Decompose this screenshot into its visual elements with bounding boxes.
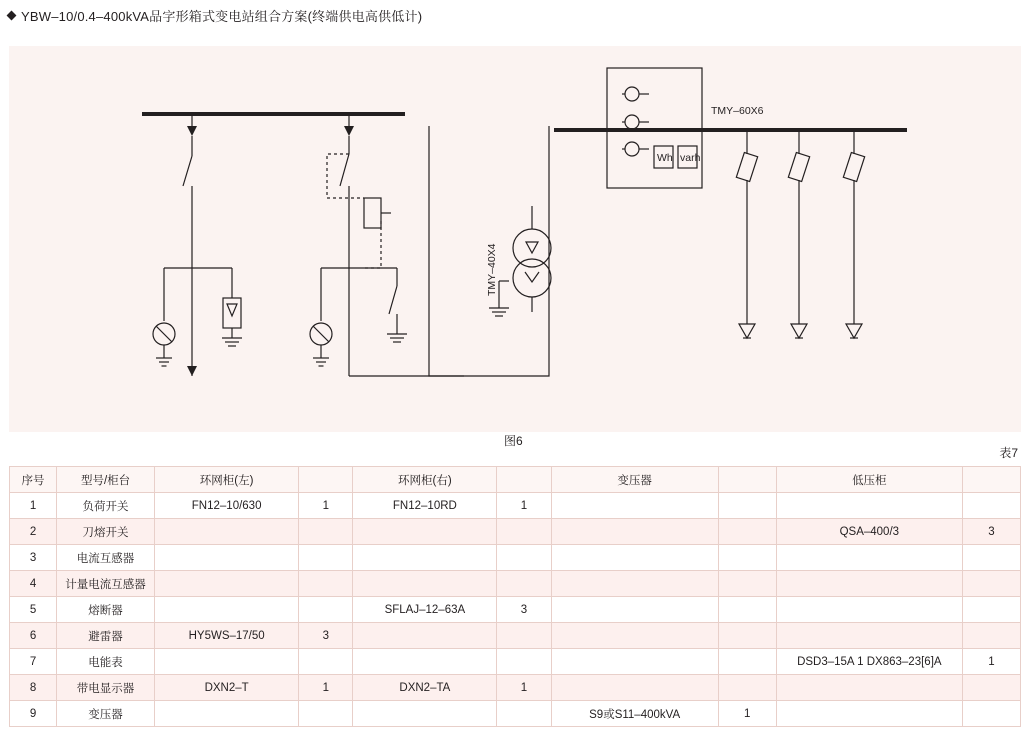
cell-right-qty: 1 <box>497 493 551 519</box>
cell-lv-qty <box>962 675 1020 701</box>
label-meter-wh: Wh <box>657 152 673 164</box>
cell-lv-model <box>776 545 962 571</box>
cell-transformer-model <box>551 597 718 623</box>
figure-caption: 图6 <box>504 434 523 448</box>
cell-transformer-model <box>551 675 718 701</box>
cell-no: 2 <box>10 519 57 545</box>
cell-right-model <box>353 545 497 571</box>
cell-transformer-qty <box>718 519 776 545</box>
cell-lv-model: DSD3–15A 1 DX863–23[6]A <box>776 649 962 675</box>
cell-right-model <box>353 649 497 675</box>
cell-left-model <box>155 701 299 727</box>
cell-left-qty <box>299 519 353 545</box>
diamond-bullet-icon <box>7 11 17 21</box>
th-transformer: 变压器 <box>551 467 718 493</box>
cell-right-qty: 1 <box>497 675 551 701</box>
cell-name: 避雷器 <box>57 623 155 649</box>
table-row <box>10 519 1021 545</box>
cell-lv-qty <box>962 597 1020 623</box>
cell-transformer-qty <box>718 675 776 701</box>
table-row <box>10 597 1021 623</box>
cell-left-qty: 1 <box>299 493 353 519</box>
cell-left-model <box>155 597 299 623</box>
th-transformer-qty <box>718 467 776 493</box>
cell-right-model: SFLAJ–12–63A <box>353 597 497 623</box>
cell-lv-qty: 3 <box>962 519 1020 545</box>
cell-transformer-model <box>551 493 718 519</box>
cell-lv-qty <box>962 571 1020 597</box>
cell-name: 刀熔开关 <box>57 519 155 545</box>
cell-transformer-qty <box>718 597 776 623</box>
cell-no: 3 <box>10 545 57 571</box>
cell-right-qty <box>497 519 551 545</box>
cell-no: 8 <box>10 675 57 701</box>
th-lv-cabinet: 低压柜 <box>776 467 962 493</box>
cell-transformer-model <box>551 571 718 597</box>
table-row <box>10 493 1021 519</box>
title-text: YBW–10/0.4–400kVA品字形箱式变电站组合方案(终端供电高供低计) <box>21 9 423 24</box>
cell-name: 变压器 <box>57 701 155 727</box>
cell-right-model <box>353 623 497 649</box>
cell-name: 熔断器 <box>57 597 155 623</box>
th-left-rmu: 环网柜(左) <box>155 467 299 493</box>
table-header-row <box>10 467 1021 493</box>
cell-left-model <box>155 545 299 571</box>
cell-transformer-model <box>551 623 718 649</box>
cell-lv-qty <box>962 545 1020 571</box>
cell-transformer-qty <box>718 493 776 519</box>
cell-name: 带电显示器 <box>57 675 155 701</box>
cell-lv-qty <box>962 623 1020 649</box>
cell-lv-model <box>776 701 962 727</box>
cell-left-model: FN12–10/630 <box>155 493 299 519</box>
page-title <box>8 6 422 25</box>
cell-lv-qty: 1 <box>962 649 1020 675</box>
cell-left-qty <box>299 597 353 623</box>
table-row <box>10 701 1021 727</box>
cell-transformer-qty <box>718 571 776 597</box>
table-row <box>10 623 1021 649</box>
cell-left-model: HY5WS–17/50 <box>155 623 299 649</box>
table-row <box>10 571 1021 597</box>
cell-left-qty: 1 <box>299 675 353 701</box>
cell-lv-model <box>776 675 962 701</box>
label-busbar-top: TMY–60X6 <box>711 105 764 117</box>
cell-left-model <box>155 519 299 545</box>
cell-name: 电能表 <box>57 649 155 675</box>
cell-right-qty <box>497 545 551 571</box>
cell-no: 7 <box>10 649 57 675</box>
cell-no: 4 <box>10 571 57 597</box>
cell-right-qty <box>497 701 551 727</box>
cell-name: 计量电流互感器 <box>57 571 155 597</box>
cell-right-model <box>353 519 497 545</box>
cell-lv-model <box>776 493 962 519</box>
label-transformer-bus: TMY–40X4 <box>486 243 498 296</box>
table-row <box>10 675 1021 701</box>
cell-right-model: DXN2–TA <box>353 675 497 701</box>
cell-left-qty: 3 <box>299 623 353 649</box>
cell-left-model: DXN2–T <box>155 675 299 701</box>
cell-name: 负荷开关 <box>57 493 155 519</box>
cell-right-qty <box>497 623 551 649</box>
cell-lv-model <box>776 571 962 597</box>
cell-left-model <box>155 571 299 597</box>
cell-lv-model: QSA–400/3 <box>776 519 962 545</box>
table-row <box>10 545 1021 571</box>
cell-right-qty: 3 <box>497 597 551 623</box>
th-left-rmu-qty <box>299 467 353 493</box>
cell-transformer-model <box>551 649 718 675</box>
cell-transformer-qty <box>718 623 776 649</box>
cell-no: 5 <box>10 597 57 623</box>
cell-no: 1 <box>10 493 57 519</box>
cell-left-model <box>155 649 299 675</box>
cell-left-qty <box>299 571 353 597</box>
table-body <box>10 493 1021 727</box>
cell-transformer-model: S9或S11–400kVA <box>551 701 718 727</box>
diagram-panel <box>9 46 1021 448</box>
cell-no: 9 <box>10 701 57 727</box>
cell-transformer-qty <box>718 545 776 571</box>
cell-left-qty <box>299 649 353 675</box>
cell-lv-qty <box>962 493 1020 519</box>
cell-no: 6 <box>10 623 57 649</box>
cell-left-qty <box>299 545 353 571</box>
cell-left-qty <box>299 701 353 727</box>
single-line-diagram <box>9 46 1021 432</box>
cell-transformer-qty <box>718 649 776 675</box>
cell-lv-qty <box>962 701 1020 727</box>
cell-transformer-model <box>551 519 718 545</box>
table-caption: 表7 <box>999 446 1018 460</box>
cell-right-model <box>353 701 497 727</box>
th-right-rmu-qty <box>497 467 551 493</box>
th-lv-cabinet-qty <box>962 467 1020 493</box>
cell-transformer-qty: 1 <box>718 701 776 727</box>
table-row <box>10 649 1021 675</box>
th-name: 型号/柜台 <box>57 467 155 493</box>
th-right-rmu: 环网柜(右) <box>353 467 497 493</box>
cell-transformer-model <box>551 545 718 571</box>
cell-right-model: FN12–10RD <box>353 493 497 519</box>
cell-right-qty <box>497 649 551 675</box>
spec-table <box>9 466 1021 727</box>
cell-right-qty <box>497 571 551 597</box>
cell-right-model <box>353 571 497 597</box>
cell-lv-model <box>776 597 962 623</box>
th-no: 序号 <box>10 467 57 493</box>
cell-lv-model <box>776 623 962 649</box>
cell-name: 电流互感器 <box>57 545 155 571</box>
label-meter-varh: varh <box>680 152 701 164</box>
